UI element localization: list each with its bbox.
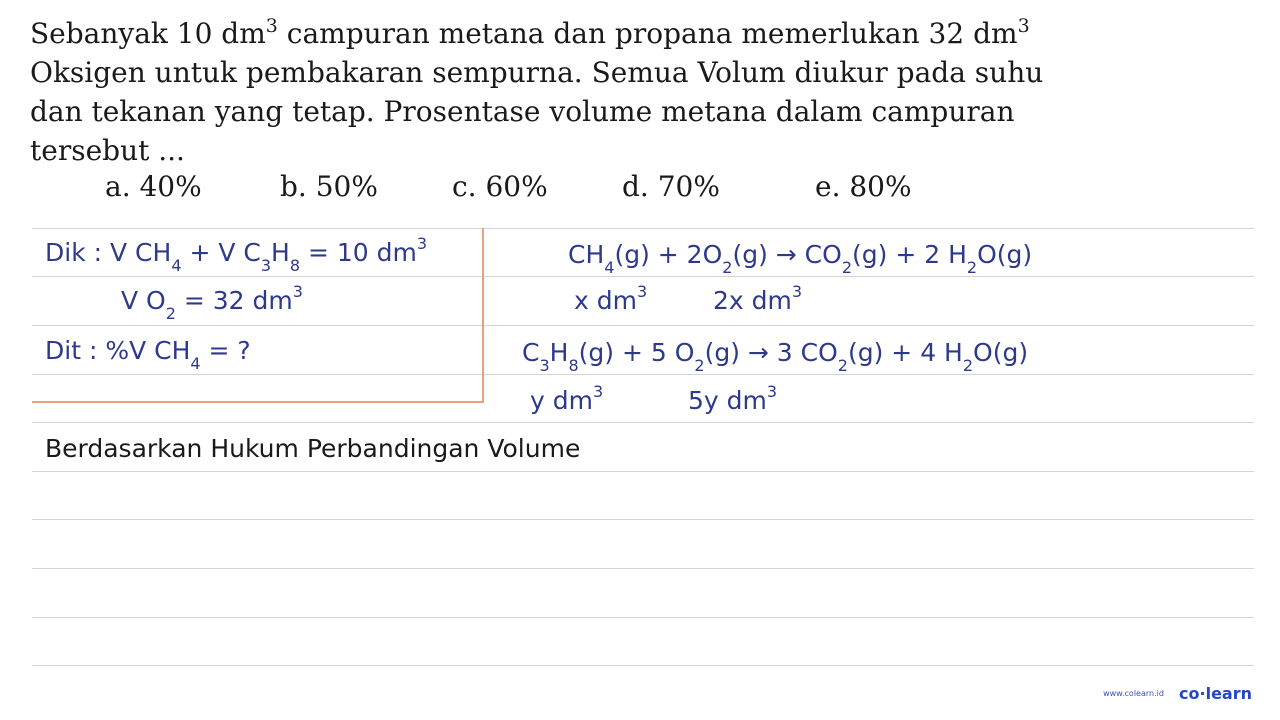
option-c[interactable]: c. 60% xyxy=(452,170,548,203)
reaction-methane: $CH_4(g) + 2O_2(g) \to CO_2(g) + 2$ $H_2O(g)$ xyxy=(568,240,1033,277)
question-line-3: dan tekanan yang tetap. Prosentase volume metana dalam campuran xyxy=(30,95,1015,128)
ratio-oxygen-5y: 5y $dm^3$ xyxy=(688,382,778,415)
question-text xyxy=(30,14,1230,170)
ruled-line xyxy=(32,617,1254,618)
ruled-line xyxy=(32,471,1254,472)
question-line-4: tersebut ... xyxy=(30,134,185,167)
answer-options xyxy=(0,170,1280,209)
question-line-2: Oksigen untuk pembakaran sempurna. Semua Volum diukur pada suhu xyxy=(30,56,1044,89)
asked-methane-percentage: Dit : %V $CH_4$ = ? xyxy=(45,336,251,373)
ruled-line xyxy=(32,665,1254,666)
ruled-line xyxy=(32,568,1254,569)
brand-site-url[interactable]: www.colearn.id xyxy=(1103,689,1164,698)
option-e[interactable]: e. 80% xyxy=(815,170,912,203)
ruled-line xyxy=(32,276,1254,277)
given-oxygen-volume: V $O_2 = 32$ $dm^3$ xyxy=(121,282,303,323)
option-d[interactable]: d. 70% xyxy=(622,170,720,203)
question-line-1: Sebanyak 10 $dm^3$ campuran metana dan propana memerlukan 32 $dm^3$ xyxy=(30,15,1030,50)
ruled-line xyxy=(32,422,1254,423)
ratio-propane-y: y $dm^3$ xyxy=(530,382,604,415)
divider-vertical xyxy=(482,228,484,402)
given-mixture-volume: Dik : V $CH_4 + V$ $C_3H_8 = 10$ $dm^3$ xyxy=(45,234,428,275)
ruled-line xyxy=(32,228,1254,229)
ruled-line xyxy=(32,519,1254,520)
volume-ratio-law: Berdasarkan Hukum Perbandingan Volume xyxy=(45,434,581,463)
ratio-oxygen-2x: 2x $dm^3$ xyxy=(713,282,803,315)
option-b[interactable]: b. 50% xyxy=(280,170,378,203)
option-a[interactable]: a. 40% xyxy=(105,170,202,203)
ruled-line xyxy=(32,325,1254,326)
divider-horizontal xyxy=(32,401,484,403)
reaction-propane: $C_3H_8(g) + 5$ $O_2(g) \to 3$ $CO_2(g) + 4$ $H_2O(g)$ xyxy=(522,338,1029,375)
colearn-logo: co·learn xyxy=(1179,684,1252,703)
ruled-line xyxy=(32,374,1254,375)
ratio-methane-x: x $dm^3$ xyxy=(574,282,648,315)
brand-footer xyxy=(1103,684,1252,703)
